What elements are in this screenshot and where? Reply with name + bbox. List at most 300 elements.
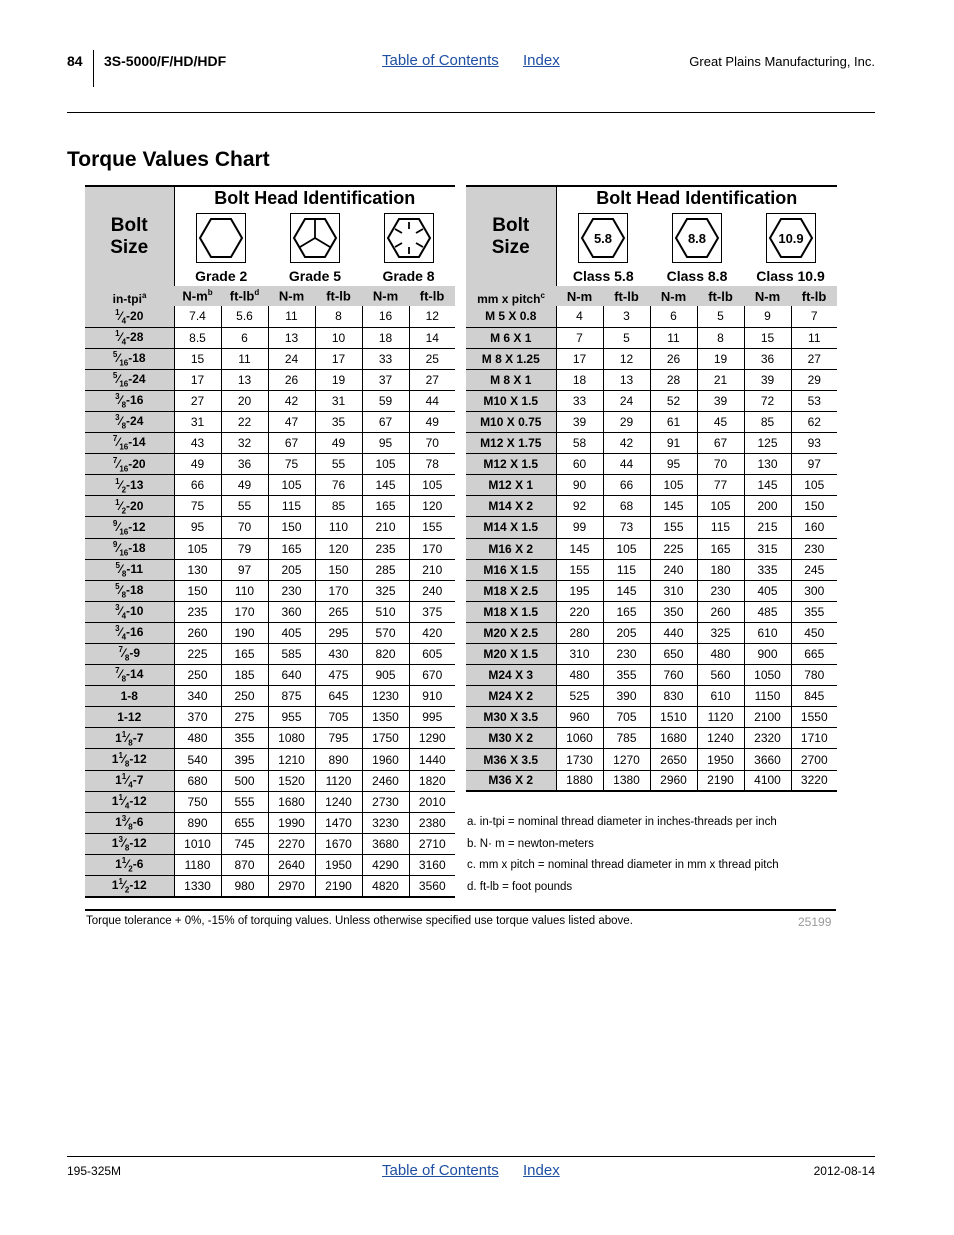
torque-value-cell: 235 [362, 538, 409, 559]
torque-value-cell: 210 [362, 517, 409, 538]
torque-value-cell: 2270 [268, 833, 315, 854]
torque-value-cell: 4100 [744, 770, 791, 791]
bolt-size-cell: $^5⁄_8-11$ [85, 559, 174, 580]
torque-value-cell: 1750 [362, 728, 409, 749]
torque-value-cell: 35 [315, 411, 362, 432]
torque-value-cell: 25 [409, 348, 455, 369]
metric-bolt-size-cell: M12 X 1.5 [466, 454, 556, 475]
metric-bolt-size-cell: M30 X 3.5 [466, 707, 556, 728]
table-row [85, 517, 455, 538]
torque-value-cell: 3560 [409, 876, 455, 897]
class-10-9-mark-cell [744, 210, 837, 266]
toc-link-top[interactable]: Table of Contents [382, 52, 499, 69]
torque-value-cell: 705 [603, 707, 650, 728]
torque-value-cell: 910 [409, 686, 455, 707]
table-row [85, 538, 455, 559]
torque-value-cell: 70 [697, 454, 744, 475]
torque-value-cell: 265 [315, 601, 362, 622]
table-row [466, 665, 837, 686]
metric-bolt-size-cell: M 5 X 0.8 [466, 306, 556, 327]
table-row [85, 707, 455, 728]
grade-5-label: Grade 5 [288, 268, 342, 284]
bolt-size-cell: $1^3⁄_8-12$ [85, 833, 174, 854]
torque-value-cell: 22 [221, 411, 268, 432]
table-row [85, 749, 455, 770]
unit-heading: N-m [556, 286, 603, 306]
torque-value-cell: 170 [409, 538, 455, 559]
torque-value-cell: 90 [556, 475, 603, 496]
metric-size-unit-heading: mm x pitch$^c$ [466, 286, 556, 306]
torque-value-cell: 62 [791, 411, 837, 432]
torque-value-cell: 180 [697, 559, 744, 580]
torque-value-cell: 2190 [315, 876, 362, 897]
torque-value-cell: 440 [650, 622, 697, 643]
torque-value-cell: 75 [268, 454, 315, 475]
table-row [466, 454, 837, 475]
grade-8-mark-cell [362, 210, 455, 266]
torque-value-cell: 27 [174, 390, 221, 411]
torque-value-cell: 360 [268, 601, 315, 622]
torque-value-cell: 525 [556, 686, 603, 707]
torque-value-cell: 1510 [650, 707, 697, 728]
torque-value-cell: 830 [650, 686, 697, 707]
torque-value-cell: 11 [791, 327, 837, 348]
inch-torque-table [85, 185, 455, 898]
metric-bolt-size-cell: M16 X 1.5 [466, 559, 556, 580]
bolt-size-heading: Bolt Size [85, 186, 174, 286]
metric-bolt-size-cell: M18 X 2.5 [466, 580, 556, 601]
bolt-size-cell: $1^1⁄_8-12$ [85, 749, 174, 770]
header-divider [93, 50, 94, 87]
torque-value-cell: 220 [556, 601, 603, 622]
torque-value-cell: 145 [650, 496, 697, 517]
torque-value-cell: 18 [362, 327, 409, 348]
torque-value-cell: 105 [603, 538, 650, 559]
torque-value-cell: 120 [315, 538, 362, 559]
table-row [85, 559, 455, 580]
torque-value-cell: 39 [744, 369, 791, 390]
torque-value-cell: 28 [650, 369, 697, 390]
table-row [85, 665, 455, 686]
torque-value-cell: 17 [174, 369, 221, 390]
torque-value-cell: 19 [697, 348, 744, 369]
torque-value-cell: 1820 [409, 770, 455, 791]
torque-value-cell: 58 [556, 433, 603, 454]
bolt-size-cell: $^3⁄_4-16$ [85, 622, 174, 643]
torque-value-cell: 55 [221, 496, 268, 517]
class-8-8-mark-cell [650, 210, 744, 266]
table-row [85, 854, 455, 875]
torque-value-cell: 105 [697, 496, 744, 517]
torque-value-cell: 91 [650, 433, 697, 454]
table-row [466, 644, 837, 665]
torque-value-cell: 1380 [603, 770, 650, 791]
torque-value-cell: 1330 [174, 876, 221, 897]
torque-value-cell: 26 [268, 369, 315, 390]
torque-value-cell: 115 [697, 517, 744, 538]
torque-value-cell: 475 [315, 665, 362, 686]
table-row [85, 644, 455, 665]
torque-value-cell: 240 [650, 559, 697, 580]
torque-value-cell: 375 [409, 601, 455, 622]
torque-value-cell: 185 [221, 665, 268, 686]
unit-heading: $ft-lb^d$ [221, 286, 268, 306]
torque-value-cell: 45 [697, 411, 744, 432]
torque-value-cell: 31 [315, 390, 362, 411]
torque-value-cell: 260 [174, 622, 221, 643]
table-row [466, 580, 837, 601]
torque-value-cell: 5 [603, 327, 650, 348]
torque-value-cell: 15 [744, 327, 791, 348]
torque-value-cell: 570 [362, 622, 409, 643]
bolt-size-cell: $^3⁄_4-10$ [85, 601, 174, 622]
metric-bolt-size-cell: M36 X 2 [466, 770, 556, 791]
torque-value-cell: 1150 [744, 686, 791, 707]
torque-value-cell: 235 [174, 601, 221, 622]
torque-value-cell: 4290 [362, 854, 409, 875]
grade-5-mark-cell [268, 210, 362, 266]
class-5-8-head-mark: 5.8 [594, 231, 613, 246]
table-row [466, 517, 837, 538]
torque-value-cell: 355 [603, 665, 650, 686]
table-row [466, 559, 837, 580]
metric-bolt-size-cell: M14 X 2 [466, 496, 556, 517]
unit-heading: ft-lb [315, 286, 362, 306]
metric-bolt-size-heading: Bolt Size [466, 186, 556, 286]
torque-value-cell: 205 [603, 622, 650, 643]
torque-value-cell: 17 [556, 348, 603, 369]
unit-heading: ft-lb [603, 286, 650, 306]
torque-value-cell: 105 [174, 538, 221, 559]
table-row [85, 601, 455, 622]
torque-value-cell: 85 [315, 496, 362, 517]
torque-value-cell: 650 [650, 644, 697, 665]
metric-bolt-size-cell: M36 X 3.5 [466, 749, 556, 770]
index-link-top[interactable]: Index [523, 52, 560, 69]
table-row [466, 538, 837, 559]
torque-value-cell: 150 [315, 559, 362, 580]
torque-value-cell: 115 [603, 559, 650, 580]
metric-bolt-size-cell: M30 X 2 [466, 728, 556, 749]
bolt-size-cell: $^1⁄_2-20$ [85, 496, 174, 517]
bolt-size-cell: $1^1⁄_2-12$ [85, 876, 174, 897]
footnote: b. N· m = newton-meters [467, 837, 594, 850]
torque-value-cell: 24 [603, 390, 650, 411]
torque-value-cell: 2460 [362, 770, 409, 791]
table-row [466, 348, 837, 369]
torque-value-cell: 2190 [697, 770, 744, 791]
torque-value-cell: 27 [791, 348, 837, 369]
metric-bolt-size-cell: M18 X 1.5 [466, 601, 556, 622]
torque-value-cell: 37 [362, 369, 409, 390]
torque-value-cell: 1440 [409, 749, 455, 770]
torque-value-cell: 745 [221, 833, 268, 854]
table-row [85, 475, 455, 496]
torque-value-cell: 680 [174, 770, 221, 791]
torque-value-cell: 53 [791, 390, 837, 411]
torque-value-cell: 230 [791, 538, 837, 559]
torque-value-cell: 92 [556, 496, 603, 517]
bolt-size-cell: $1^3⁄_8-6$ [85, 812, 174, 833]
torque-value-cell: 3680 [362, 833, 409, 854]
torque-value-cell: 11 [221, 348, 268, 369]
toc-link-bottom[interactable]: Table of Contents [382, 1162, 499, 1179]
torque-value-cell: 20 [221, 390, 268, 411]
metric-bolt-size-cell: M10 X 0.75 [466, 411, 556, 432]
torque-value-cell: 72 [744, 390, 791, 411]
metric-bolt-size-cell: M 6 X 1 [466, 327, 556, 348]
torque-value-cell: 2700 [791, 749, 837, 770]
table-row [466, 306, 837, 327]
torque-value-cell: 750 [174, 791, 221, 812]
torque-value-cell: 350 [650, 601, 697, 622]
torque-value-cell: 1120 [315, 770, 362, 791]
torque-value-cell: 12 [603, 348, 650, 369]
table-row [85, 812, 455, 833]
publish-date: 2012-08-14 [813, 1164, 875, 1178]
torque-value-cell: 73 [603, 517, 650, 538]
metric-torque-table [466, 185, 837, 792]
torque-value-cell: 170 [221, 601, 268, 622]
torque-value-cell: 95 [174, 517, 221, 538]
torque-value-cell: 355 [791, 601, 837, 622]
torque-value-cell: 1550 [791, 707, 837, 728]
index-link-bottom[interactable]: Index [523, 1162, 560, 1179]
doc-number: 195-325M [67, 1164, 122, 1178]
torque-value-cell: 260 [697, 601, 744, 622]
torque-value-cell: 1240 [315, 791, 362, 812]
torque-value-cell: 875 [268, 686, 315, 707]
torque-value-cell: 29 [791, 369, 837, 390]
grade-2-head-icon [196, 213, 246, 263]
torque-value-cell: 15 [174, 348, 221, 369]
bolt-size-cell: $^5⁄_{16}-18$ [85, 348, 174, 369]
torque-value-cell: 66 [603, 475, 650, 496]
metric-bolt-size-cell: M12 X 1 [466, 475, 556, 496]
metric-bolt-size-cell: M10 X 1.5 [466, 390, 556, 411]
size-unit-heading: in-tpi$^a$ [85, 286, 174, 306]
torque-value-cell: 485 [744, 601, 791, 622]
metric-bolt-size-cell: M14 X 1.5 [466, 517, 556, 538]
bolt-size-cell: $1^1⁄_2-6$ [85, 854, 174, 875]
torque-value-cell: 890 [174, 812, 221, 833]
torque-value-cell: 66 [174, 475, 221, 496]
torque-value-cell: 1050 [744, 665, 791, 686]
table-row [85, 728, 455, 749]
torque-value-cell: 1880 [556, 770, 603, 791]
torque-value-cell: 1180 [174, 854, 221, 875]
torque-value-cell: 49 [221, 475, 268, 496]
bolt-size-cell: $^3⁄_8-24$ [85, 411, 174, 432]
torque-value-cell: 120 [409, 496, 455, 517]
torque-value-cell: 155 [409, 517, 455, 538]
grade-2-label: Grade 2 [195, 268, 248, 284]
torque-value-cell: 1960 [362, 749, 409, 770]
torque-value-cell: 430 [315, 644, 362, 665]
torque-value-cell: 52 [650, 390, 697, 411]
metric-bolt-size-cell: M 8 X 1 [466, 369, 556, 390]
table-row [85, 876, 455, 897]
torque-value-cell: 14 [409, 327, 455, 348]
torque-value-cell: 59 [362, 390, 409, 411]
torque-value-cell: 3220 [791, 770, 837, 791]
class-5-8-label: Class 5.8 [572, 268, 634, 284]
torque-value-cell: 1680 [268, 791, 315, 812]
table-row [466, 622, 837, 643]
torque-value-cell: 44 [409, 390, 455, 411]
torque-value-cell: 165 [362, 496, 409, 517]
bolt-size-cell: $^1⁄_4-20$ [85, 306, 174, 327]
torque-value-cell: 110 [221, 580, 268, 601]
torque-value-cell: 105 [650, 475, 697, 496]
torque-value-cell: 145 [556, 538, 603, 559]
torque-value-cell: 5 [697, 306, 744, 327]
table-row [85, 433, 455, 454]
torque-value-cell: 655 [221, 812, 268, 833]
table-row [85, 791, 455, 812]
bolt-size-cell: $^3⁄_8-16$ [85, 390, 174, 411]
torque-value-cell: 39 [697, 390, 744, 411]
grade-8-head-icon [384, 213, 434, 263]
torque-value-cell: 31 [174, 411, 221, 432]
torque-value-cell: 43 [174, 433, 221, 454]
torque-value-cell: 165 [697, 538, 744, 559]
torque-value-cell: 560 [697, 665, 744, 686]
torque-value-cell: 170 [315, 580, 362, 601]
torque-value-cell: 215 [744, 517, 791, 538]
torque-value-cell: 190 [221, 622, 268, 643]
torque-value-cell: 2970 [268, 876, 315, 897]
torque-value-cell: 1680 [650, 728, 697, 749]
torque-value-cell: 145 [603, 580, 650, 601]
torque-value-cell: 1080 [268, 728, 315, 749]
unit-heading: N-m [744, 286, 791, 306]
torque-value-cell: 420 [409, 622, 455, 643]
torque-value-cell: 325 [697, 622, 744, 643]
torque-value-cell: 230 [697, 580, 744, 601]
torque-value-cell: 240 [409, 580, 455, 601]
torque-value-cell: 325 [362, 580, 409, 601]
torque-value-cell: 19 [315, 369, 362, 390]
table-row [85, 622, 455, 643]
torque-value-cell: 1950 [697, 749, 744, 770]
torque-value-cell: 1240 [697, 728, 744, 749]
torque-value-cell: 280 [556, 622, 603, 643]
torque-value-cell: 77 [697, 475, 744, 496]
table-row [466, 601, 837, 622]
torque-value-cell: 785 [603, 728, 650, 749]
torque-value-cell: 845 [791, 686, 837, 707]
torque-value-cell: 11 [268, 306, 315, 327]
bolt-size-cell: $^5⁄_8-18$ [85, 580, 174, 601]
torque-value-cell: 540 [174, 749, 221, 770]
torque-value-cell: 195 [556, 580, 603, 601]
torque-value-cell: 16 [362, 306, 409, 327]
torque-value-cell: 610 [744, 622, 791, 643]
figure-id: 25199 [798, 915, 832, 929]
torque-value-cell: 6 [650, 306, 697, 327]
table-row [466, 475, 837, 496]
table-row [466, 707, 837, 728]
torque-value-cell: 870 [221, 854, 268, 875]
torque-value-cell: 150 [268, 517, 315, 538]
tolerance-note: Torque tolerance + 0%, -15% of torquing values. Unless otherwise specified use torque values listed above. [86, 915, 633, 927]
torque-value-cell: 110 [315, 517, 362, 538]
torque-value-cell: 42 [268, 390, 315, 411]
bolt-head-id-heading: Bolt Head Identification [174, 186, 455, 210]
torque-value-cell: 95 [362, 433, 409, 454]
torque-value-cell: 78 [409, 454, 455, 475]
torque-value-cell: 980 [221, 876, 268, 897]
class-10-9-head-mark: 10.9 [777, 231, 804, 246]
grade-8-label: Grade 8 [382, 268, 435, 284]
class-10-9-label: Class 10.9 [756, 268, 825, 284]
torque-value-cell: 955 [268, 707, 315, 728]
unit-heading: $N-m^b$ [174, 286, 221, 306]
torque-value-cell: 79 [221, 538, 268, 559]
metric-bolt-size-cell: M 8 X 1.25 [466, 348, 556, 369]
torque-value-cell: 4820 [362, 876, 409, 897]
bolt-size-cell: $^7⁄_{16}-20$ [85, 454, 174, 475]
table-row [466, 749, 837, 770]
torque-value-cell: 1470 [315, 812, 362, 833]
torque-value-cell: 7 [556, 327, 603, 348]
torque-value-cell: 480 [697, 644, 744, 665]
table-row [85, 369, 455, 390]
torque-value-cell: 70 [221, 517, 268, 538]
torque-value-cell: 18 [556, 369, 603, 390]
torque-value-cell: 47 [268, 411, 315, 432]
torque-value-cell: 4 [556, 306, 603, 327]
bolt-size-cell: $^1⁄_4-28$ [85, 327, 174, 348]
torque-value-cell: 245 [791, 559, 837, 580]
torque-value-cell: 900 [744, 644, 791, 665]
unit-heading: N-m [362, 286, 409, 306]
torque-value-cell: 890 [315, 749, 362, 770]
torque-value-cell: 76 [315, 475, 362, 496]
torque-value-cell: 250 [221, 686, 268, 707]
torque-value-cell: 99 [556, 517, 603, 538]
table-row [85, 580, 455, 601]
torque-value-cell: 1350 [362, 707, 409, 728]
torque-value-cell: 1730 [556, 749, 603, 770]
torque-value-cell: 310 [650, 580, 697, 601]
bolt-size-cell: $^5⁄_{16}-24$ [85, 369, 174, 390]
torque-value-cell: 795 [315, 728, 362, 749]
torque-value-cell: 60 [556, 454, 603, 475]
torque-value-cell: 760 [650, 665, 697, 686]
unit-heading: N-m [650, 286, 697, 306]
metric-bolt-size-cell: M24 X 2 [466, 686, 556, 707]
torque-value-cell: 44 [603, 454, 650, 475]
footnote: c. mm x pitch = nominal thread diameter in mm x thread pitch [467, 859, 779, 871]
table-row [466, 496, 837, 517]
torque-value-cell: 230 [603, 644, 650, 665]
torque-value-cell: 61 [650, 411, 697, 432]
table-row [466, 686, 837, 707]
torque-value-cell: 960 [556, 707, 603, 728]
table-row [85, 306, 455, 327]
table-row [85, 454, 455, 475]
torque-value-cell: 165 [268, 538, 315, 559]
torque-value-cell: 29 [603, 411, 650, 432]
torque-value-cell: 165 [603, 601, 650, 622]
bolt-size-cell: $^7⁄_8-9$ [85, 644, 174, 665]
torque-value-cell: 395 [221, 749, 268, 770]
torque-value-cell: 1290 [409, 728, 455, 749]
torque-value-cell: 42 [603, 433, 650, 454]
torque-value-cell: 1990 [268, 812, 315, 833]
